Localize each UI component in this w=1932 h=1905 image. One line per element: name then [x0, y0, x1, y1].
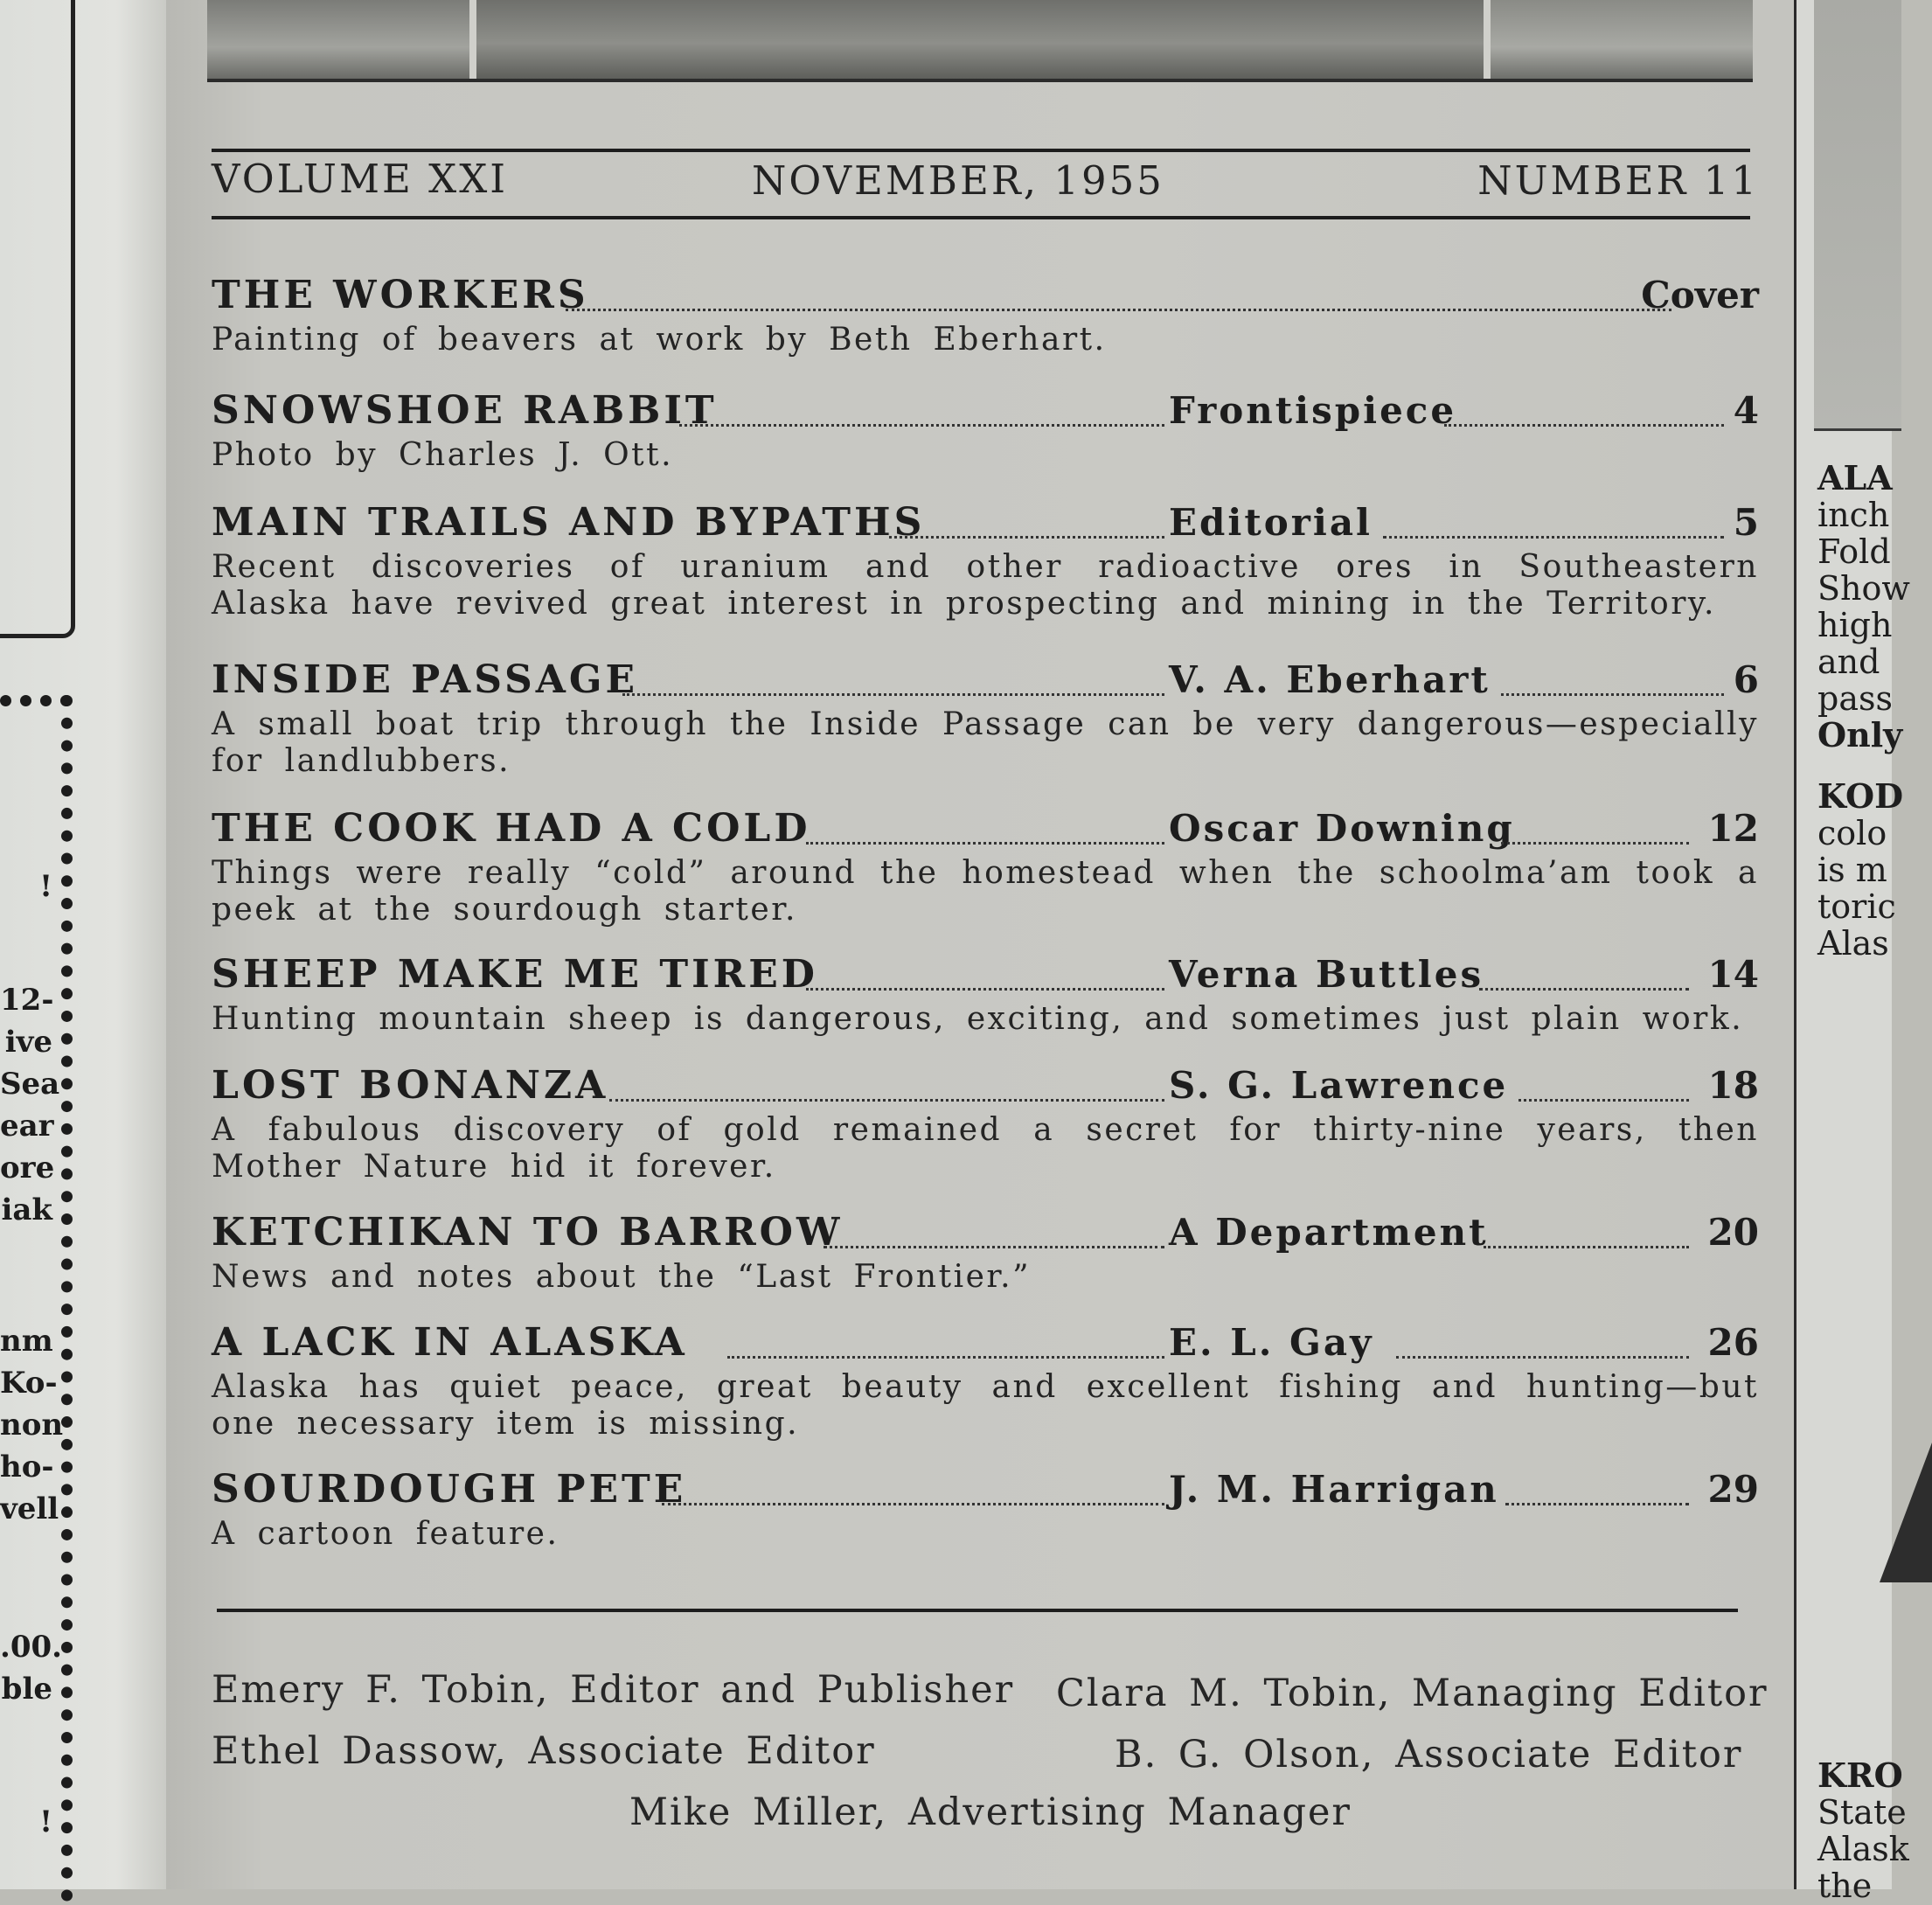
toc-entry-sourdough-pete[interactable]	[212, 1464, 1759, 1553]
dot-leader	[1444, 424, 1724, 427]
left-page-fragment: Ko-	[0, 1366, 58, 1401]
toc-page: 14	[1707, 953, 1759, 996]
right-page-fragment: KOD	[1817, 776, 1904, 816]
dot-leader	[806, 842, 1164, 845]
right-page-fragment: ALA	[1817, 458, 1893, 497]
left-adjacent-page	[0, 0, 166, 1889]
toc-page: 26	[1707, 1321, 1759, 1364]
toc-title: SOURDOUGH PETE	[212, 1467, 687, 1512]
left-page-fragment: !	[39, 1804, 52, 1839]
toc-author: S. G. Lawrence	[1169, 1064, 1509, 1107]
dot-leader	[622, 693, 1164, 696]
right-page-fragment: the	[1817, 1867, 1873, 1905]
dot-leader	[609, 1099, 1164, 1102]
toc-author: V. A. Eberhart	[1169, 658, 1491, 701]
staff-managing-editor: Clara M. Tobin, Managing Editor	[1056, 1672, 1769, 1715]
toc-page: 5	[1733, 501, 1759, 544]
right-page-fragment: Show	[1817, 569, 1910, 608]
right-page-fragment: Fold	[1817, 532, 1891, 571]
dot-leader	[1505, 1503, 1689, 1505]
left-page-box-border	[0, 0, 75, 638]
left-page-fragment: ive	[4, 1025, 52, 1060]
toc-title: INSIDE PASSAGE	[212, 657, 639, 702]
dot-leader	[1396, 1356, 1689, 1359]
left-page-fragment: 12-	[0, 983, 54, 1018]
dot-leader	[679, 424, 1164, 427]
left-page-fragment: Sea	[0, 1067, 60, 1102]
toc-page: 20	[1707, 1211, 1759, 1254]
toc-title: KETCHIKAN TO BARROW	[212, 1210, 844, 1255]
dot-leader	[806, 988, 1164, 991]
toc-title: A LACK IN ALASKA	[212, 1320, 688, 1365]
toc-title: SHEEP MAKE ME TIRED	[212, 952, 818, 997]
right-page-fragment: KRO	[1817, 1756, 1903, 1795]
right-page-graphic	[1880, 1443, 1932, 1582]
toc-author: Oscar Downing	[1169, 807, 1515, 850]
dot-leader	[1383, 536, 1724, 539]
toc-entry-inside-passage[interactable]	[212, 654, 1759, 780]
toc-author: J. M. Harrigan	[1169, 1468, 1499, 1511]
header-illustration	[207, 0, 1753, 82]
staff-editor-publisher: Emery F. Tobin, Editor and Publisher	[212, 1668, 1015, 1712]
dot-leader	[662, 1503, 1164, 1505]
right-adjacent-page	[1794, 0, 1910, 1905]
left-page-fragment: .00.	[0, 1630, 62, 1665]
dot-leader	[1501, 693, 1724, 696]
toc-page: 12	[1707, 807, 1759, 850]
toc-title: THE COOK HAD A COLD	[212, 806, 811, 851]
staff-divider-rule	[217, 1609, 1738, 1612]
left-page-fragment: nm	[0, 1324, 53, 1359]
toc-title: MAIN TRAILS AND BYPATHS	[212, 500, 926, 545]
toc-entry-the-workers[interactable]	[212, 269, 1759, 358]
dot-leader	[1479, 988, 1689, 991]
toc-entry-main-trails-and-bypaths[interactable]	[212, 497, 1759, 622]
header-illustration-right-panel	[1484, 0, 1753, 79]
left-page-fragment: ear	[0, 1109, 54, 1144]
right-page-fragment: toric	[1817, 887, 1896, 926]
contents-page	[166, 0, 1794, 1889]
left-page-fragment: !	[39, 869, 52, 904]
issue-number: NUMBER 11	[1477, 157, 1759, 204]
toc-page: 4	[1733, 389, 1759, 432]
right-page-fragment: Alas	[1817, 924, 1889, 963]
toc-description: News and notes about the “Last Frontier.”	[212, 1259, 1031, 1295]
right-page-fragment: is m	[1817, 851, 1887, 889]
right-page-fragment: and	[1817, 643, 1880, 681]
toc-author: A Department	[1169, 1211, 1489, 1254]
toc-entry-lost-bonanza[interactable]	[212, 1060, 1759, 1185]
header-illustration-left-panel	[207, 0, 476, 79]
masthead-top-rule	[212, 149, 1750, 152]
left-page-fragment: iak	[1, 1192, 52, 1227]
volume-label: VOLUME XXI	[212, 156, 509, 202]
right-page-photo	[1814, 0, 1901, 431]
toc-description: Alaska has quiet peace, great beauty and excellent fishing and hunting—but one necessary item is missing.	[212, 1369, 1759, 1442]
dot-leader	[1484, 1246, 1689, 1248]
toc-description: Hunting mountain sheep is dangerous, exciting, and sometimes just plain work.	[212, 1001, 1744, 1037]
right-page-fragment: colo	[1817, 814, 1887, 852]
right-page-fragment: inch	[1817, 496, 1890, 534]
left-page-fragment: ble	[1, 1672, 52, 1707]
right-page-fragment: Only	[1817, 715, 1903, 754]
toc-page: Cover	[1641, 274, 1759, 316]
dot-leader	[824, 1246, 1164, 1248]
right-page-fragment: Alask	[1817, 1830, 1909, 1868]
toc-page: 29	[1707, 1468, 1759, 1511]
left-page-fragment: non	[0, 1408, 64, 1443]
right-page-fragment: State	[1817, 1793, 1907, 1832]
toc-entry-a-lack-in-alaska[interactable]	[212, 1317, 1759, 1443]
left-page-dotted-border	[61, 695, 73, 1902]
toc-author: E. L. Gay	[1169, 1321, 1374, 1364]
toc-description: Painting of beavers at work by Beth Eberhart.	[212, 322, 1107, 358]
dot-leader	[566, 309, 1671, 311]
toc-entry-ketchikan-to-barrow[interactable]	[212, 1206, 1759, 1296]
dot-leader	[727, 1356, 1164, 1359]
right-page-fragment: pass	[1817, 679, 1893, 718]
left-page-fragment: vell	[0, 1491, 59, 1526]
toc-description: Photo by Charles J. Ott.	[212, 437, 674, 473]
issue-date: NOVEMBER, 1955	[752, 157, 1164, 204]
toc-entry-the-cook-had-a-cold[interactable]	[212, 803, 1759, 928]
staff-associate-editor: Ethel Dassow, Associate Editor	[212, 1729, 876, 1773]
dot-leader	[889, 536, 1164, 539]
toc-description: A cartoon feature.	[212, 1516, 559, 1552]
toc-entry-sheep-make-me-tired[interactable]	[212, 949, 1759, 1038]
dot-leader	[1501, 842, 1689, 845]
staff-associate-editor: B. G. Olson, Associate Editor	[1115, 1733, 1743, 1776]
right-page-fragment: high	[1817, 606, 1893, 644]
toc-description: Things were really “cold” around the homestead when the schoolma’am took a peek at the sourdough starter.	[212, 855, 1759, 928]
toc-page: 18	[1707, 1064, 1759, 1107]
toc-title: SNOWSHOE RABBIT	[212, 388, 718, 433]
toc-title: THE WORKERS	[212, 273, 589, 317]
toc-description: Recent discoveries of uranium and other radioactive ores in Southeastern Alaska have revived great interest in prospecting and mining in the Territory.	[212, 549, 1759, 622]
toc-description: A fabulous discovery of gold remained a secret for thirty-nine years, then Mother Nature hid it forever.	[212, 1112, 1759, 1185]
toc-author: Verna Buttles	[1169, 953, 1484, 996]
toc-page: 6	[1733, 658, 1759, 701]
toc-author: Editorial	[1169, 501, 1373, 544]
toc-title: LOST BONANZA	[212, 1063, 609, 1108]
toc-author: Frontispiece	[1169, 389, 1457, 432]
left-page-fragment: ore	[0, 1151, 55, 1185]
left-page-fragment: ho-	[0, 1450, 54, 1484]
staff-advertising-manager: Mike Miller, Advertising Manager	[629, 1790, 1352, 1834]
dot-leader	[1518, 1099, 1689, 1102]
toc-description: A small boat trip through the Inside Passage can be very dangerous—especially for landlubbers.	[212, 706, 1759, 779]
masthead-bottom-rule	[212, 216, 1750, 219]
toc-entry-snowshoe-rabbit[interactable]	[212, 385, 1759, 474]
